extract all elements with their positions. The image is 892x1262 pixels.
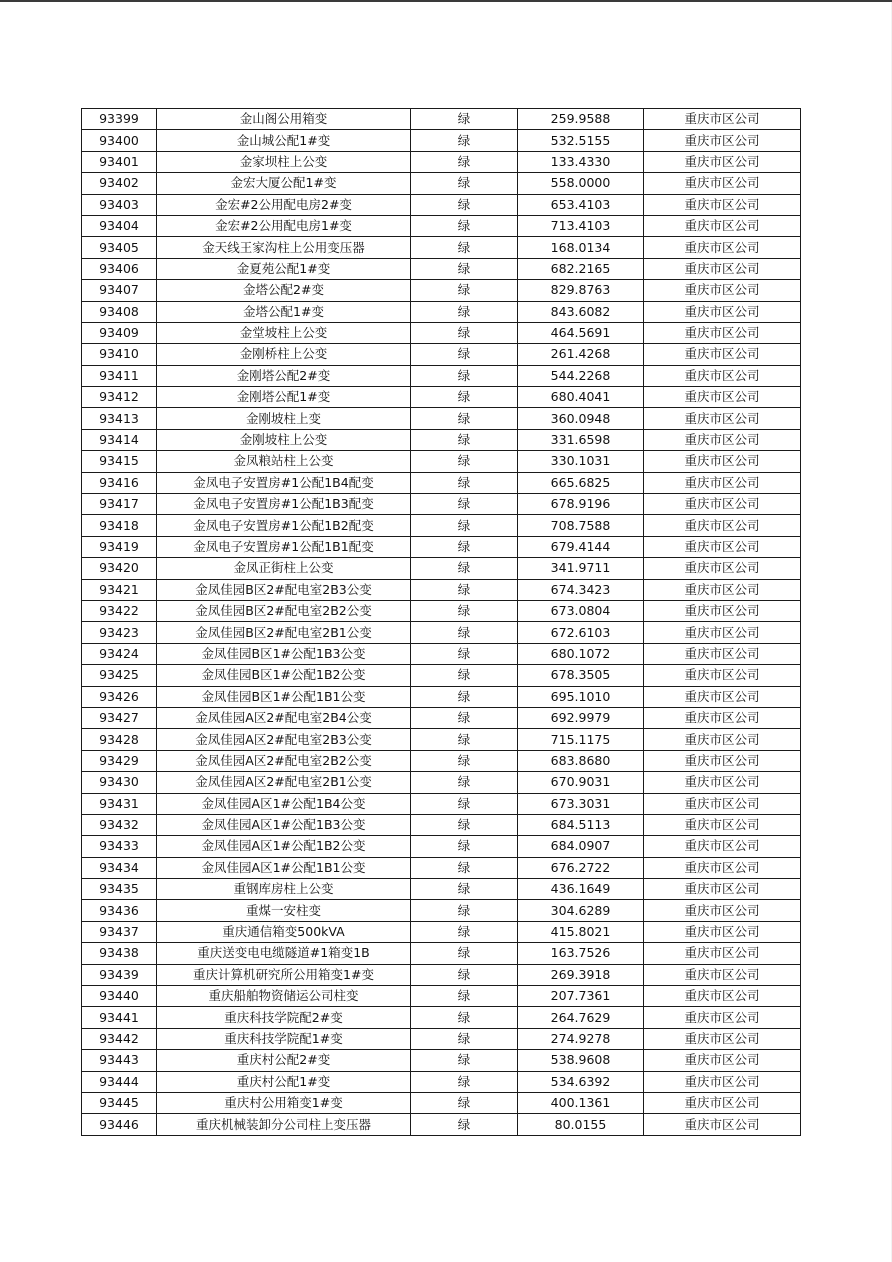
table-row <box>82 814 801 835</box>
row-id-cell: 93405 <box>82 237 157 258</box>
company-cell: 重庆市区公司 <box>644 237 801 258</box>
table-row <box>82 964 801 985</box>
value-cell: 680.4041 <box>518 387 644 408</box>
value-cell: 673.3031 <box>518 793 644 814</box>
table-row <box>82 643 801 664</box>
row-id-cell: 93430 <box>82 772 157 793</box>
row-id-cell: 93415 <box>82 451 157 472</box>
company-cell: 重庆市区公司 <box>644 579 801 600</box>
row-id-cell: 93418 <box>82 515 157 536</box>
company-cell: 重庆市区公司 <box>644 986 801 1007</box>
station-name-cell: 重庆机械装卸分公司柱上变压器 <box>157 1114 411 1135</box>
row-id-cell: 93426 <box>82 686 157 707</box>
station-name-cell: 金凤佳园B区1#公配1B1公变 <box>157 686 411 707</box>
row-id-cell: 93441 <box>82 1007 157 1028</box>
value-cell: 538.9608 <box>518 1050 644 1071</box>
status-color-cell: 绿 <box>411 408 518 429</box>
station-name-cell: 重庆村公用箱变1#变 <box>157 1092 411 1113</box>
status-color-cell: 绿 <box>411 857 518 878</box>
status-color-cell: 绿 <box>411 258 518 279</box>
row-id-cell: 93421 <box>82 579 157 600</box>
station-name-cell: 金宏#2公用配电房2#变 <box>157 194 411 215</box>
company-cell: 重庆市区公司 <box>644 536 801 557</box>
row-id-cell: 93404 <box>82 215 157 236</box>
row-id-cell: 93417 <box>82 494 157 515</box>
company-cell: 重庆市区公司 <box>644 322 801 343</box>
value-cell: 532.5155 <box>518 130 644 151</box>
company-cell: 重庆市区公司 <box>644 1092 801 1113</box>
station-name-cell: 重庆村公配2#变 <box>157 1050 411 1071</box>
company-cell: 重庆市区公司 <box>644 1007 801 1028</box>
status-color-cell: 绿 <box>411 750 518 771</box>
row-id-cell: 93439 <box>82 964 157 985</box>
status-color-cell: 绿 <box>411 301 518 322</box>
company-cell: 重庆市区公司 <box>644 451 801 472</box>
company-cell: 重庆市区公司 <box>644 665 801 686</box>
table-row <box>82 173 801 194</box>
value-cell: 558.0000 <box>518 173 644 194</box>
value-cell: 330.1031 <box>518 451 644 472</box>
company-cell: 重庆市区公司 <box>644 707 801 728</box>
status-color-cell: 绿 <box>411 622 518 643</box>
value-cell: 682.2165 <box>518 258 644 279</box>
row-id-cell: 93445 <box>82 1092 157 1113</box>
company-cell: 重庆市区公司 <box>644 857 801 878</box>
row-id-cell: 93414 <box>82 429 157 450</box>
value-cell: 678.3505 <box>518 665 644 686</box>
value-cell: 274.9278 <box>518 1028 644 1049</box>
station-name-cell: 金夏苑公配1#变 <box>157 258 411 279</box>
status-color-cell: 绿 <box>411 365 518 386</box>
company-cell: 重庆市区公司 <box>644 879 801 900</box>
table-row <box>82 344 801 365</box>
status-color-cell: 绿 <box>411 600 518 621</box>
status-color-cell: 绿 <box>411 194 518 215</box>
table-row <box>82 408 801 429</box>
company-cell: 重庆市区公司 <box>644 836 801 857</box>
table-row <box>82 665 801 686</box>
station-name-cell: 重庆计算机研究所公用箱变1#变 <box>157 964 411 985</box>
value-cell: 133.4330 <box>518 151 644 172</box>
table-row <box>82 215 801 236</box>
value-cell: 269.3918 <box>518 964 644 985</box>
status-color-cell: 绿 <box>411 536 518 557</box>
station-name-cell: 金凤佳园B区2#配电室2B3公变 <box>157 579 411 600</box>
row-id-cell: 93411 <box>82 365 157 386</box>
row-id-cell: 93434 <box>82 857 157 878</box>
station-name-cell: 重庆船舶物资储运公司柱变 <box>157 986 411 1007</box>
row-id-cell: 93433 <box>82 836 157 857</box>
table-row <box>82 622 801 643</box>
row-id-cell: 93432 <box>82 814 157 835</box>
status-color-cell: 绿 <box>411 921 518 942</box>
table-row <box>82 793 801 814</box>
table-row <box>82 1092 801 1113</box>
row-id-cell: 93403 <box>82 194 157 215</box>
value-cell: 436.1649 <box>518 879 644 900</box>
row-id-cell: 93422 <box>82 600 157 621</box>
table-row <box>82 151 801 172</box>
status-color-cell: 绿 <box>411 1028 518 1049</box>
row-id-cell: 93427 <box>82 707 157 728</box>
status-color-cell: 绿 <box>411 814 518 835</box>
row-id-cell: 93406 <box>82 258 157 279</box>
status-color-cell: 绿 <box>411 579 518 600</box>
company-cell: 重庆市区公司 <box>644 472 801 493</box>
company-cell: 重庆市区公司 <box>644 515 801 536</box>
table-row <box>82 707 801 728</box>
row-id-cell: 93442 <box>82 1028 157 1049</box>
station-name-cell: 重庆村公配1#变 <box>157 1071 411 1092</box>
company-cell: 重庆市区公司 <box>644 215 801 236</box>
status-color-cell: 绿 <box>411 943 518 964</box>
table-row <box>82 130 801 151</box>
status-color-cell: 绿 <box>411 109 518 130</box>
row-id-cell: 93407 <box>82 280 157 301</box>
company-cell: 重庆市区公司 <box>644 280 801 301</box>
station-name-cell: 金凤佳园B区2#配电室2B1公变 <box>157 622 411 643</box>
station-name-cell: 金凤佳园A区2#配电室2B1公变 <box>157 772 411 793</box>
status-color-cell: 绿 <box>411 643 518 664</box>
company-cell: 重庆市区公司 <box>644 964 801 985</box>
value-cell: 678.9196 <box>518 494 644 515</box>
station-name-cell: 重庆科技学院配2#变 <box>157 1007 411 1028</box>
status-color-cell: 绿 <box>411 429 518 450</box>
station-name-cell: 金凤佳园A区1#公配1B4公变 <box>157 793 411 814</box>
table-row <box>82 750 801 771</box>
company-cell: 重庆市区公司 <box>644 600 801 621</box>
row-id-cell: 93443 <box>82 1050 157 1071</box>
row-id-cell: 93401 <box>82 151 157 172</box>
value-cell: 261.4268 <box>518 344 644 365</box>
table-row <box>82 686 801 707</box>
row-id-cell: 93423 <box>82 622 157 643</box>
company-cell: 重庆市区公司 <box>644 686 801 707</box>
table-row <box>82 600 801 621</box>
status-color-cell: 绿 <box>411 322 518 343</box>
value-cell: 360.0948 <box>518 408 644 429</box>
value-cell: 665.6825 <box>518 472 644 493</box>
status-color-cell: 绿 <box>411 1071 518 1092</box>
company-cell: 重庆市区公司 <box>644 814 801 835</box>
value-cell: 400.1361 <box>518 1092 644 1113</box>
table-row <box>82 387 801 408</box>
value-cell: 264.7629 <box>518 1007 644 1028</box>
value-cell: 534.6392 <box>518 1071 644 1092</box>
company-cell: 重庆市区公司 <box>644 344 801 365</box>
value-cell: 544.2268 <box>518 365 644 386</box>
company-cell: 重庆市区公司 <box>644 258 801 279</box>
company-cell: 重庆市区公司 <box>644 1028 801 1049</box>
station-name-cell: 金塔公配2#变 <box>157 280 411 301</box>
company-cell: 重庆市区公司 <box>644 943 801 964</box>
page-top-border <box>0 0 892 2</box>
station-name-cell: 金凤佳园A区2#配电室2B2公变 <box>157 750 411 771</box>
table-row <box>82 515 801 536</box>
company-cell: 重庆市区公司 <box>644 173 801 194</box>
status-color-cell: 绿 <box>411 986 518 1007</box>
table-row <box>82 429 801 450</box>
row-id-cell: 93402 <box>82 173 157 194</box>
row-id-cell: 93409 <box>82 322 157 343</box>
status-color-cell: 绿 <box>411 173 518 194</box>
station-name-cell: 金凤电子安置房#1公配1B3配变 <box>157 494 411 515</box>
station-name-cell: 金凤佳园A区1#公配1B2公变 <box>157 836 411 857</box>
table-row <box>82 536 801 557</box>
value-cell: 464.5691 <box>518 322 644 343</box>
company-cell: 重庆市区公司 <box>644 558 801 579</box>
company-cell: 重庆市区公司 <box>644 130 801 151</box>
company-cell: 重庆市区公司 <box>644 387 801 408</box>
table-row <box>82 365 801 386</box>
value-cell: 715.1175 <box>518 729 644 750</box>
table-body <box>82 109 801 1136</box>
station-name-cell: 金宏大厦公配1#变 <box>157 173 411 194</box>
status-color-cell: 绿 <box>411 729 518 750</box>
table-row <box>82 558 801 579</box>
station-name-cell: 金堂坡柱上公变 <box>157 322 411 343</box>
company-cell: 重庆市区公司 <box>644 494 801 515</box>
value-cell: 163.7526 <box>518 943 644 964</box>
row-id-cell: 93425 <box>82 665 157 686</box>
company-cell: 重庆市区公司 <box>644 622 801 643</box>
row-id-cell: 93436 <box>82 900 157 921</box>
station-name-cell: 金凤佳园A区2#配电室2B4公变 <box>157 707 411 728</box>
status-color-cell: 绿 <box>411 707 518 728</box>
status-color-cell: 绿 <box>411 451 518 472</box>
row-id-cell: 93437 <box>82 921 157 942</box>
company-cell: 重庆市区公司 <box>644 301 801 322</box>
station-name-cell: 金刚坡柱上公变 <box>157 429 411 450</box>
table-row <box>82 836 801 857</box>
value-cell: 843.6082 <box>518 301 644 322</box>
station-name-cell: 金凤电子安置房#1公配1B4配变 <box>157 472 411 493</box>
value-cell: 670.9031 <box>518 772 644 793</box>
row-id-cell: 93429 <box>82 750 157 771</box>
row-id-cell: 93435 <box>82 879 157 900</box>
row-id-cell: 93431 <box>82 793 157 814</box>
station-name-cell: 金凤佳园A区1#公配1B1公变 <box>157 857 411 878</box>
company-cell: 重庆市区公司 <box>644 1050 801 1071</box>
status-color-cell: 绿 <box>411 494 518 515</box>
status-color-cell: 绿 <box>411 215 518 236</box>
company-cell: 重庆市区公司 <box>644 1071 801 1092</box>
table-row <box>82 921 801 942</box>
value-cell: 672.6103 <box>518 622 644 643</box>
table-row <box>82 322 801 343</box>
table-row <box>82 1071 801 1092</box>
table-row <box>82 729 801 750</box>
table-row <box>82 772 801 793</box>
row-id-cell: 93419 <box>82 536 157 557</box>
value-cell: 676.2722 <box>518 857 644 878</box>
station-name-cell: 金刚桥柱上公变 <box>157 344 411 365</box>
station-name-cell: 重钢库房柱上公变 <box>157 879 411 900</box>
station-name-cell: 金凤电子安置房#1公配1B2配变 <box>157 515 411 536</box>
status-color-cell: 绿 <box>411 900 518 921</box>
value-cell: 679.4144 <box>518 536 644 557</box>
value-cell: 415.8021 <box>518 921 644 942</box>
company-cell: 重庆市区公司 <box>644 793 801 814</box>
value-cell: 713.4103 <box>518 215 644 236</box>
company-cell: 重庆市区公司 <box>644 429 801 450</box>
station-name-cell: 重庆科技学院配1#变 <box>157 1028 411 1049</box>
table-row <box>82 879 801 900</box>
value-cell: 708.7588 <box>518 515 644 536</box>
table-row <box>82 258 801 279</box>
table-row <box>82 472 801 493</box>
station-name-cell: 重庆通信箱变500kVA <box>157 921 411 942</box>
station-name-cell: 重煤一安柱变 <box>157 900 411 921</box>
company-cell: 重庆市区公司 <box>644 750 801 771</box>
value-cell: 829.8763 <box>518 280 644 301</box>
row-id-cell: 93412 <box>82 387 157 408</box>
row-id-cell: 93416 <box>82 472 157 493</box>
value-cell: 80.0155 <box>518 1114 644 1135</box>
status-color-cell: 绿 <box>411 1007 518 1028</box>
table-row <box>82 237 801 258</box>
row-id-cell: 93424 <box>82 643 157 664</box>
company-cell: 重庆市区公司 <box>644 194 801 215</box>
company-cell: 重庆市区公司 <box>644 900 801 921</box>
value-cell: 692.9979 <box>518 707 644 728</box>
table-row <box>82 1050 801 1071</box>
company-cell: 重庆市区公司 <box>644 772 801 793</box>
status-color-cell: 绿 <box>411 344 518 365</box>
status-color-cell: 绿 <box>411 665 518 686</box>
status-color-cell: 绿 <box>411 237 518 258</box>
table-row <box>82 494 801 515</box>
status-color-cell: 绿 <box>411 387 518 408</box>
company-cell: 重庆市区公司 <box>644 643 801 664</box>
value-cell: 207.7361 <box>518 986 644 1007</box>
status-color-cell: 绿 <box>411 1114 518 1135</box>
company-cell: 重庆市区公司 <box>644 408 801 429</box>
value-cell: 653.4103 <box>518 194 644 215</box>
station-name-cell: 金凤电子安置房#1公配1B1配变 <box>157 536 411 557</box>
station-name-cell: 金凤佳园B区1#公配1B3公变 <box>157 643 411 664</box>
row-id-cell: 93444 <box>82 1071 157 1092</box>
table-row <box>82 109 801 130</box>
row-id-cell: 93438 <box>82 943 157 964</box>
status-color-cell: 绿 <box>411 1050 518 1071</box>
status-color-cell: 绿 <box>411 1092 518 1113</box>
value-cell: 680.1072 <box>518 643 644 664</box>
row-id-cell: 93399 <box>82 109 157 130</box>
station-name-cell: 金凤佳园B区2#配电室2B2公变 <box>157 600 411 621</box>
station-name-cell: 金塔公配1#变 <box>157 301 411 322</box>
company-cell: 重庆市区公司 <box>644 729 801 750</box>
row-id-cell: 93400 <box>82 130 157 151</box>
table-row <box>82 301 801 322</box>
row-id-cell: 93440 <box>82 986 157 1007</box>
station-name-cell: 金刚塔公配1#变 <box>157 387 411 408</box>
value-cell: 684.5113 <box>518 814 644 835</box>
table-row <box>82 1114 801 1135</box>
row-id-cell: 93413 <box>82 408 157 429</box>
status-color-cell: 绿 <box>411 130 518 151</box>
status-color-cell: 绿 <box>411 879 518 900</box>
value-cell: 331.6598 <box>518 429 644 450</box>
value-cell: 259.9588 <box>518 109 644 130</box>
station-name-cell: 金刚塔公配2#变 <box>157 365 411 386</box>
station-name-cell: 金家坝柱上公变 <box>157 151 411 172</box>
table-row <box>82 857 801 878</box>
table-row <box>82 451 801 472</box>
row-id-cell: 93428 <box>82 729 157 750</box>
company-cell: 重庆市区公司 <box>644 921 801 942</box>
status-color-cell: 绿 <box>411 836 518 857</box>
status-color-cell: 绿 <box>411 472 518 493</box>
table-row <box>82 986 801 1007</box>
station-name-cell: 金山阁公用箱变 <box>157 109 411 130</box>
company-cell: 重庆市区公司 <box>644 109 801 130</box>
station-name-cell: 金凤佳园B区1#公配1B2公变 <box>157 665 411 686</box>
status-color-cell: 绿 <box>411 686 518 707</box>
station-name-cell: 金山城公配1#变 <box>157 130 411 151</box>
status-color-cell: 绿 <box>411 793 518 814</box>
status-color-cell: 绿 <box>411 772 518 793</box>
company-cell: 重庆市区公司 <box>644 365 801 386</box>
station-name-cell: 重庆送变电电缆隧道#1箱变1B <box>157 943 411 964</box>
table-row <box>82 900 801 921</box>
station-name-cell: 金刚坡柱上变 <box>157 408 411 429</box>
transformer-table <box>81 108 801 1136</box>
row-id-cell: 93408 <box>82 301 157 322</box>
status-color-cell: 绿 <box>411 280 518 301</box>
station-name-cell: 金天线王家沟柱上公用变压器 <box>157 237 411 258</box>
status-color-cell: 绿 <box>411 515 518 536</box>
value-cell: 695.1010 <box>518 686 644 707</box>
station-name-cell: 金凤佳园A区1#公配1B3公变 <box>157 814 411 835</box>
station-name-cell: 金宏#2公用配电房1#变 <box>157 215 411 236</box>
value-cell: 304.6289 <box>518 900 644 921</box>
row-id-cell: 93410 <box>82 344 157 365</box>
station-name-cell: 金凤佳园A区2#配电室2B3公变 <box>157 729 411 750</box>
value-cell: 674.3423 <box>518 579 644 600</box>
company-cell: 重庆市区公司 <box>644 151 801 172</box>
value-cell: 168.0134 <box>518 237 644 258</box>
station-name-cell: 金凤粮站柱上公变 <box>157 451 411 472</box>
value-cell: 673.0804 <box>518 600 644 621</box>
row-id-cell: 93446 <box>82 1114 157 1135</box>
table-row <box>82 579 801 600</box>
status-color-cell: 绿 <box>411 558 518 579</box>
table-row <box>82 1028 801 1049</box>
value-cell: 683.8680 <box>518 750 644 771</box>
value-cell: 684.0907 <box>518 836 644 857</box>
value-cell: 341.9711 <box>518 558 644 579</box>
row-id-cell: 93420 <box>82 558 157 579</box>
table-row <box>82 194 801 215</box>
table-row <box>82 943 801 964</box>
company-cell: 重庆市区公司 <box>644 1114 801 1135</box>
table-row <box>82 1007 801 1028</box>
status-color-cell: 绿 <box>411 964 518 985</box>
status-color-cell: 绿 <box>411 151 518 172</box>
table-row <box>82 280 801 301</box>
station-name-cell: 金凤正街柱上公变 <box>157 558 411 579</box>
